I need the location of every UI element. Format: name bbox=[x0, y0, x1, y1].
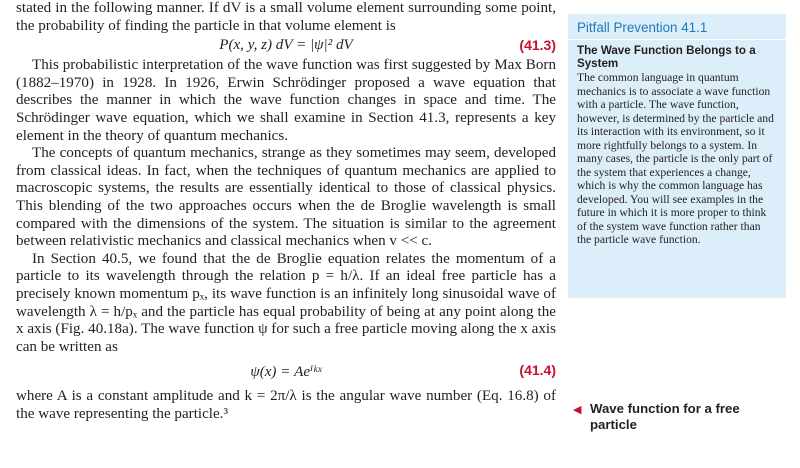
paragraph-amplitude: where A is a constant amplitude and k = 2π/λ is the angular wave number (Eq. 16.8) of the wave representing the particle.³ bbox=[16, 388, 556, 422]
main-text-column bbox=[16, 0, 556, 423]
pitfall-body: The common language in quantum mechanics is to associate a wave function with a particle. The wave function, however, is determined by the particle and its interaction with its environment, so it more rightfully belongs to a system. In many cases, the particle is the only part of the system that experiences a change, which is why the common language has developed. You will see examples in the future in which it is more proper to think of the system wave function rather than the particle wave function. bbox=[577, 71, 774, 246]
paragraph-classical: The concepts of quantum mechanics, strange as they sometimes may seem, developed from classical ideas. In fact, when the techniques of quantum mechanics are applied to macroscopic systems, the results are essentially identical to those of classical physics. This blending of the two approaches occurs when the de Broglie wavelength is small compared with the dimensions of the system. The situation is similar to the agreement between relativistic mechanics and classical mechanics when v << c. bbox=[16, 145, 556, 250]
equation-41-3 bbox=[16, 35, 556, 57]
paragraph-debroglie: In Section 40.5, we found that the de Broglie equation relates the momentum of a particle to its wavelength through the relation p = h/λ. If an ideal free particle has a precisely known momentum pₓ, its wave function is an infinitely long sinusoidal wave of wavelength λ = h/pₓ and the particle has equal probability of being at any point along the x axis (Fig. 40.18a). The wave function ψ for such a free particle moving along the x axis can be written as bbox=[16, 250, 556, 355]
equation-41-4 bbox=[16, 360, 556, 382]
margin-note bbox=[573, 401, 786, 433]
margin-note-text: Wave function for a free particle bbox=[590, 401, 740, 432]
pitfall-header: Pitfall Prevention 41.1 bbox=[577, 20, 708, 35]
paragraph-born: This probabilistic interpretation of the wave function was first suggested by Max Born (1882–1970) in 1928. In 1926, Erwin Schrödinger proposed a wave equation that describes the manner in which the wave function changes in space and time. The Schrödinger wave equation, which we shall examine in Section 41.3, represents a key element in the theory of quantum mechanics. bbox=[16, 57, 556, 144]
triangle-left-icon: ◀ bbox=[573, 404, 582, 416]
equation-number: (41.4) bbox=[519, 362, 556, 379]
pitfall-prevention-box bbox=[568, 14, 786, 298]
pitfall-divider bbox=[568, 39, 786, 40]
pitfall-title: The Wave Function Belongs to a System bbox=[577, 44, 756, 70]
equation-expression: P(x, y, z) dV = |ψ|² dV bbox=[219, 37, 353, 54]
equation-number: (41.3) bbox=[519, 37, 556, 54]
equation-expression: ψ(x) = Aeⁱᵏˣ bbox=[250, 364, 322, 381]
paragraph-intro: stated in the following manner. If dV is a small volume element surrounding some point, the probability of finding the particle in that volume element is bbox=[16, 0, 556, 34]
